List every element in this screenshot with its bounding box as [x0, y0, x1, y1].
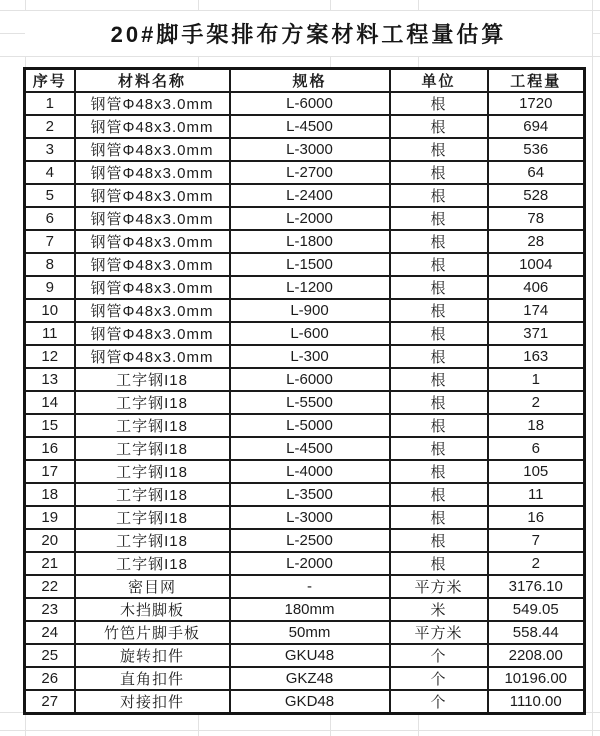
- cell-spec: L-3000: [230, 506, 390, 529]
- gridline: [0, 730, 600, 731]
- cell-seq: 20: [25, 529, 75, 552]
- material-quantity-table: [23, 67, 586, 715]
- cell-quantity: 2: [488, 391, 585, 414]
- cell-seq: 24: [25, 621, 75, 644]
- table-row: [25, 138, 585, 161]
- cell-spec: L-1200: [230, 276, 390, 299]
- cell-seq: 9: [25, 276, 75, 299]
- cell-unit: 个: [390, 690, 488, 714]
- cell-spec: L-2700: [230, 161, 390, 184]
- cell-quantity: 3176.10: [488, 575, 585, 598]
- table-row: [25, 368, 585, 391]
- cell-quantity: 549.05: [488, 598, 585, 621]
- cell-spec: L-2000: [230, 552, 390, 575]
- cell-material: 工字钢I18: [75, 437, 230, 460]
- table-row: [25, 552, 585, 575]
- cell-quantity: 78: [488, 207, 585, 230]
- cell-quantity: 64: [488, 161, 585, 184]
- cell-unit: 根: [390, 207, 488, 230]
- cell-spec: L-4000: [230, 460, 390, 483]
- cell-seq: 6: [25, 207, 75, 230]
- cell-material: 直角扣件: [75, 667, 230, 690]
- cell-spec: GKZ48: [230, 667, 390, 690]
- cell-spec: 180mm: [230, 598, 390, 621]
- table-row: [25, 322, 585, 345]
- cell-material: 旋转扣件: [75, 644, 230, 667]
- table-row: [25, 391, 585, 414]
- cell-spec: L-1500: [230, 253, 390, 276]
- cell-material: 钢管Φ48x3.0mm: [75, 322, 230, 345]
- cell-spec: L-2000: [230, 207, 390, 230]
- cell-spec: L-300: [230, 345, 390, 368]
- gridline: [592, 0, 593, 736]
- cell-spec: L-5000: [230, 414, 390, 437]
- cell-material: 工字钢I18: [75, 506, 230, 529]
- cell-seq: 22: [25, 575, 75, 598]
- cell-spec: L-900: [230, 299, 390, 322]
- cell-seq: 12: [25, 345, 75, 368]
- cell-unit: 根: [390, 345, 488, 368]
- cell-unit: 米: [390, 598, 488, 621]
- table-header: [25, 69, 585, 93]
- table-row: [25, 92, 585, 115]
- cell-quantity: 558.44: [488, 621, 585, 644]
- cell-quantity: 16: [488, 506, 585, 529]
- header-cell-quantity: 工程量: [488, 69, 585, 93]
- cell-material: 工字钢I18: [75, 391, 230, 414]
- cell-quantity: 11: [488, 483, 585, 506]
- cell-material: 工字钢I18: [75, 368, 230, 391]
- cell-material: 钢管Φ48x3.0mm: [75, 345, 230, 368]
- cell-seq: 11: [25, 322, 75, 345]
- cell-material: 钢管Φ48x3.0mm: [75, 92, 230, 115]
- gridline: [0, 56, 600, 57]
- cell-material: 工字钢I18: [75, 529, 230, 552]
- table-row: [25, 483, 585, 506]
- title-band: [25, 11, 592, 56]
- table-row: [25, 529, 585, 552]
- cell-quantity: 1004: [488, 253, 585, 276]
- cell-quantity: 2: [488, 552, 585, 575]
- table-row: [25, 460, 585, 483]
- cell-quantity: 18: [488, 414, 585, 437]
- cell-material: 钢管Φ48x3.0mm: [75, 184, 230, 207]
- cell-material: 工字钢I18: [75, 552, 230, 575]
- cell-spec: L-6000: [230, 92, 390, 115]
- cell-quantity: 2208.00: [488, 644, 585, 667]
- cell-quantity: 1110.00: [488, 690, 585, 714]
- cell-material: 钢管Φ48x3.0mm: [75, 138, 230, 161]
- cell-unit: 根: [390, 322, 488, 345]
- cell-unit: 根: [390, 460, 488, 483]
- cell-seq: 16: [25, 437, 75, 460]
- table-row: [25, 345, 585, 368]
- cell-unit: 根: [390, 92, 488, 115]
- cell-unit: 根: [390, 184, 488, 207]
- cell-unit: 根: [390, 138, 488, 161]
- cell-quantity: 694: [488, 115, 585, 138]
- cell-material: 工字钢I18: [75, 414, 230, 437]
- cell-quantity: 105: [488, 460, 585, 483]
- cell-material: 钢管Φ48x3.0mm: [75, 207, 230, 230]
- cell-quantity: 1: [488, 368, 585, 391]
- cell-seq: 3: [25, 138, 75, 161]
- cell-unit: 根: [390, 552, 488, 575]
- cell-spec: L-3500: [230, 483, 390, 506]
- cell-quantity: 163: [488, 345, 585, 368]
- table-row: [25, 690, 585, 714]
- header-cell-material: 材料名称: [75, 69, 230, 93]
- cell-seq: 7: [25, 230, 75, 253]
- cell-unit: 根: [390, 276, 488, 299]
- page-title: 20#脚手架排布方案材料工程量估算: [110, 22, 507, 47]
- cell-seq: 2: [25, 115, 75, 138]
- table-row: [25, 575, 585, 598]
- cell-seq: 23: [25, 598, 75, 621]
- cell-unit: 个: [390, 667, 488, 690]
- cell-seq: 14: [25, 391, 75, 414]
- cell-quantity: 528: [488, 184, 585, 207]
- cell-quantity: 406: [488, 276, 585, 299]
- cell-spec: L-5500: [230, 391, 390, 414]
- cell-unit: 根: [390, 506, 488, 529]
- cell-unit: 根: [390, 391, 488, 414]
- cell-spec: L-2400: [230, 184, 390, 207]
- table-row: [25, 644, 585, 667]
- cell-quantity: 28: [488, 230, 585, 253]
- header-row: [25, 69, 585, 93]
- table-row: [25, 621, 585, 644]
- cell-quantity: 371: [488, 322, 585, 345]
- cell-material: 工字钢I18: [75, 483, 230, 506]
- cell-material: 钢管Φ48x3.0mm: [75, 161, 230, 184]
- cell-quantity: 174: [488, 299, 585, 322]
- cell-seq: 13: [25, 368, 75, 391]
- table-row: [25, 230, 585, 253]
- cell-seq: 19: [25, 506, 75, 529]
- header-cell-unit: 单位: [390, 69, 488, 93]
- cell-seq: 15: [25, 414, 75, 437]
- cell-material: 工字钢I18: [75, 460, 230, 483]
- table-row: [25, 667, 585, 690]
- cell-quantity: 536: [488, 138, 585, 161]
- cell-seq: 5: [25, 184, 75, 207]
- cell-seq: 21: [25, 552, 75, 575]
- cell-spec: L-2500: [230, 529, 390, 552]
- cell-seq: 1: [25, 92, 75, 115]
- cell-spec: L-600: [230, 322, 390, 345]
- cell-spec: L-4500: [230, 115, 390, 138]
- cell-unit: 根: [390, 253, 488, 276]
- cell-unit: 根: [390, 161, 488, 184]
- cell-seq: 27: [25, 690, 75, 714]
- cell-spec: L-6000: [230, 368, 390, 391]
- cell-material: 钢管Φ48x3.0mm: [75, 115, 230, 138]
- table-row: [25, 115, 585, 138]
- cell-spec: 50mm: [230, 621, 390, 644]
- cell-seq: 18: [25, 483, 75, 506]
- cell-unit: 根: [390, 483, 488, 506]
- table-row: [25, 161, 585, 184]
- cell-material: 竹笆片脚手板: [75, 621, 230, 644]
- table-row: [25, 414, 585, 437]
- cell-material: 对接扣件: [75, 690, 230, 714]
- cell-unit: 平方米: [390, 621, 488, 644]
- cell-unit: 根: [390, 115, 488, 138]
- cell-material: 木挡脚板: [75, 598, 230, 621]
- table-row: [25, 299, 585, 322]
- cell-unit: 根: [390, 529, 488, 552]
- cell-material: 钢管Φ48x3.0mm: [75, 253, 230, 276]
- cell-unit: 根: [390, 414, 488, 437]
- cell-seq: 10: [25, 299, 75, 322]
- cell-unit: 根: [390, 230, 488, 253]
- cell-material: 钢管Φ48x3.0mm: [75, 299, 230, 322]
- cell-spec: -: [230, 575, 390, 598]
- cell-spec: GKU48: [230, 644, 390, 667]
- table-row: [25, 253, 585, 276]
- cell-spec: L-1800: [230, 230, 390, 253]
- cell-quantity: 10196.00: [488, 667, 585, 690]
- cell-unit: 平方米: [390, 575, 488, 598]
- cell-spec: L-4500: [230, 437, 390, 460]
- table-row: [25, 506, 585, 529]
- header-cell-seq: 序号: [25, 69, 75, 93]
- cell-seq: 4: [25, 161, 75, 184]
- cell-material: 钢管Φ48x3.0mm: [75, 276, 230, 299]
- table-row: [25, 276, 585, 299]
- cell-material: 钢管Φ48x3.0mm: [75, 230, 230, 253]
- cell-material: 密目网: [75, 575, 230, 598]
- cell-quantity: 1720: [488, 92, 585, 115]
- cell-seq: 17: [25, 460, 75, 483]
- cell-unit: 根: [390, 299, 488, 322]
- cell-seq: 25: [25, 644, 75, 667]
- cell-seq: 26: [25, 667, 75, 690]
- cell-quantity: 7: [488, 529, 585, 552]
- table-row: [25, 184, 585, 207]
- table-body: [25, 92, 585, 714]
- header-cell-spec: 规格: [230, 69, 390, 93]
- cell-unit: 根: [390, 437, 488, 460]
- cell-seq: 8: [25, 253, 75, 276]
- table-row: [25, 437, 585, 460]
- table-row: [25, 598, 585, 621]
- cell-unit: 个: [390, 644, 488, 667]
- cell-unit: 根: [390, 368, 488, 391]
- cell-spec: L-3000: [230, 138, 390, 161]
- table-row: [25, 207, 585, 230]
- cell-spec: GKD48: [230, 690, 390, 714]
- cell-quantity: 6: [488, 437, 585, 460]
